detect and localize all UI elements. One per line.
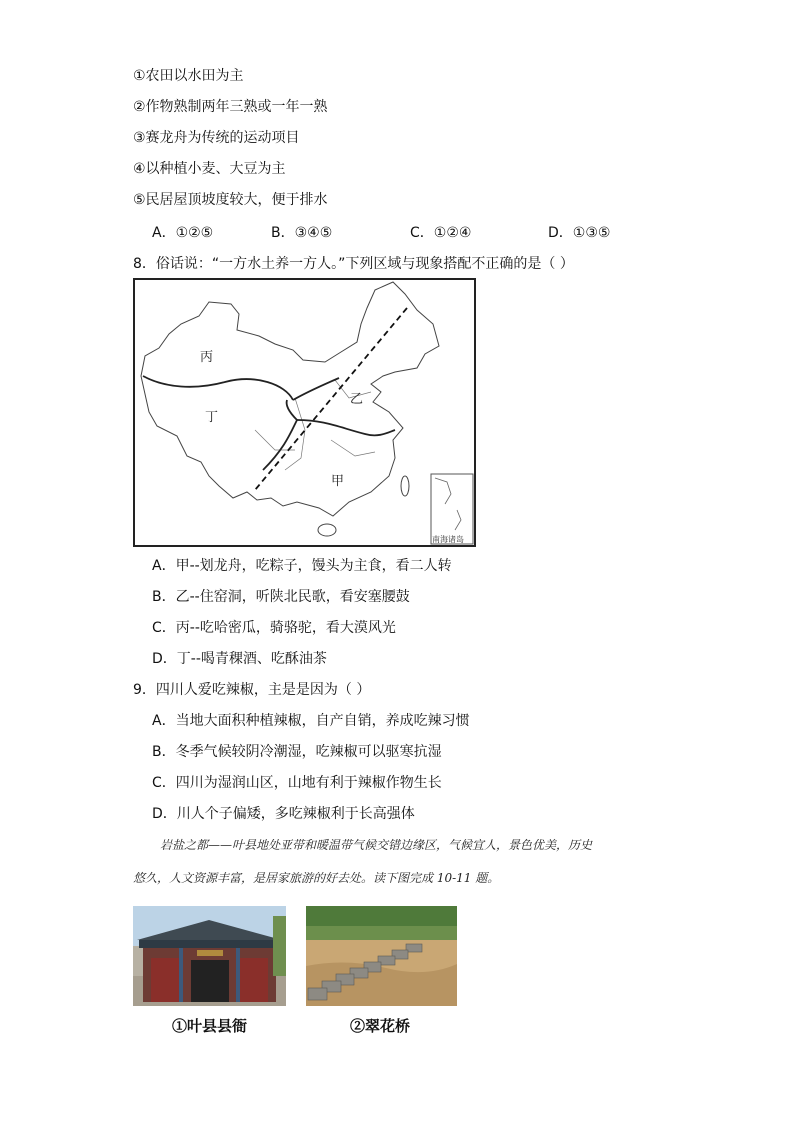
q9-option-c[interactable]: C．四川为湿润山区，山地有利于辣椒作物生长 bbox=[152, 775, 442, 791]
q7-option-b[interactable]: B．③④⑤ bbox=[271, 225, 333, 241]
statement-4: ④以种植小麦、大豆为主 bbox=[133, 161, 286, 177]
north-west-division bbox=[143, 376, 293, 400]
china-outline bbox=[141, 282, 439, 516]
photo-county-office bbox=[133, 906, 286, 1006]
inset-label: 南海诸岛 bbox=[432, 535, 464, 544]
photo-caption-2: ②翠花桥 bbox=[350, 1017, 411, 1035]
passage-line-1: 岩盐之都——叶县地处亚带和暖温带气候交错边缘区，气候宜人，景色优美，历史 bbox=[160, 838, 593, 852]
q8-stem: 8．俗话说：“一方水土养一方人。”下列区域与现象搭配不正确的是（ ） bbox=[133, 256, 574, 272]
q7-option-c[interactable]: C．①②④ bbox=[410, 225, 472, 241]
statement-2: ②作物熟制两年三熟或一年一熟 bbox=[133, 99, 328, 115]
q7-option-a[interactable]: A．①②⑤ bbox=[152, 225, 214, 241]
map-label-jia: 甲 bbox=[331, 474, 345, 489]
hainan-island bbox=[318, 524, 336, 536]
q9-stem: 9．四川人爱吃辣椒，主是是因为（ ） bbox=[133, 682, 371, 698]
q7-option-d[interactable]: D．①③⑤ bbox=[548, 225, 611, 241]
statement-5: ⑤民居屋顶坡度较大，便于排水 bbox=[133, 192, 328, 208]
map-label-bing: 丙 bbox=[200, 350, 214, 365]
q8-option-d[interactable]: D．丁--喝青稞酒、吃酥油茶 bbox=[152, 651, 327, 667]
map-label-ding: 丁 bbox=[205, 410, 219, 425]
photo-cuihua-bridge bbox=[306, 906, 457, 1006]
statement-1: ①农田以水田为主 bbox=[133, 68, 244, 84]
passage-line-2: 悠久，人文资源丰富，是居家旅游的好去处。读下图完成 10-11 题。 bbox=[133, 871, 500, 885]
taiwan-island bbox=[401, 476, 409, 496]
q9-option-b[interactable]: B．冬季气候较阴冷潮湿，吃辣椒可以驱寒抗湿 bbox=[152, 744, 442, 760]
photo-caption-1: ①叶县县衙 bbox=[172, 1017, 248, 1035]
q9-option-a[interactable]: A．当地大面积种植辣椒，自产自销，养成吃辣习惯 bbox=[152, 713, 470, 729]
q8-option-b[interactable]: B．乙--住窑洞，听陕北民歌，看安塞腰鼓 bbox=[152, 589, 410, 605]
hu-huanyong-line bbox=[255, 308, 407, 490]
qinghai-tibet-division bbox=[263, 400, 297, 470]
north-inner-division bbox=[293, 378, 339, 400]
q9-option-d[interactable]: D．川人个子偏矮，多吃辣椒利于长高强体 bbox=[152, 806, 415, 822]
statement-3: ③赛龙舟为传统的运动项目 bbox=[133, 130, 300, 146]
q8-option-a[interactable]: A．甲--划龙舟，吃粽子，馒头为主食，看二人转 bbox=[152, 558, 452, 574]
q8-option-c[interactable]: C．丙--吃哈密瓜，骑骆驼，看大漠风光 bbox=[152, 620, 396, 636]
china-region-map bbox=[133, 278, 476, 547]
qinling-huaihe-division bbox=[297, 420, 395, 435]
map-label-yi: 乙 bbox=[350, 392, 364, 407]
map-graphic bbox=[135, 280, 474, 545]
